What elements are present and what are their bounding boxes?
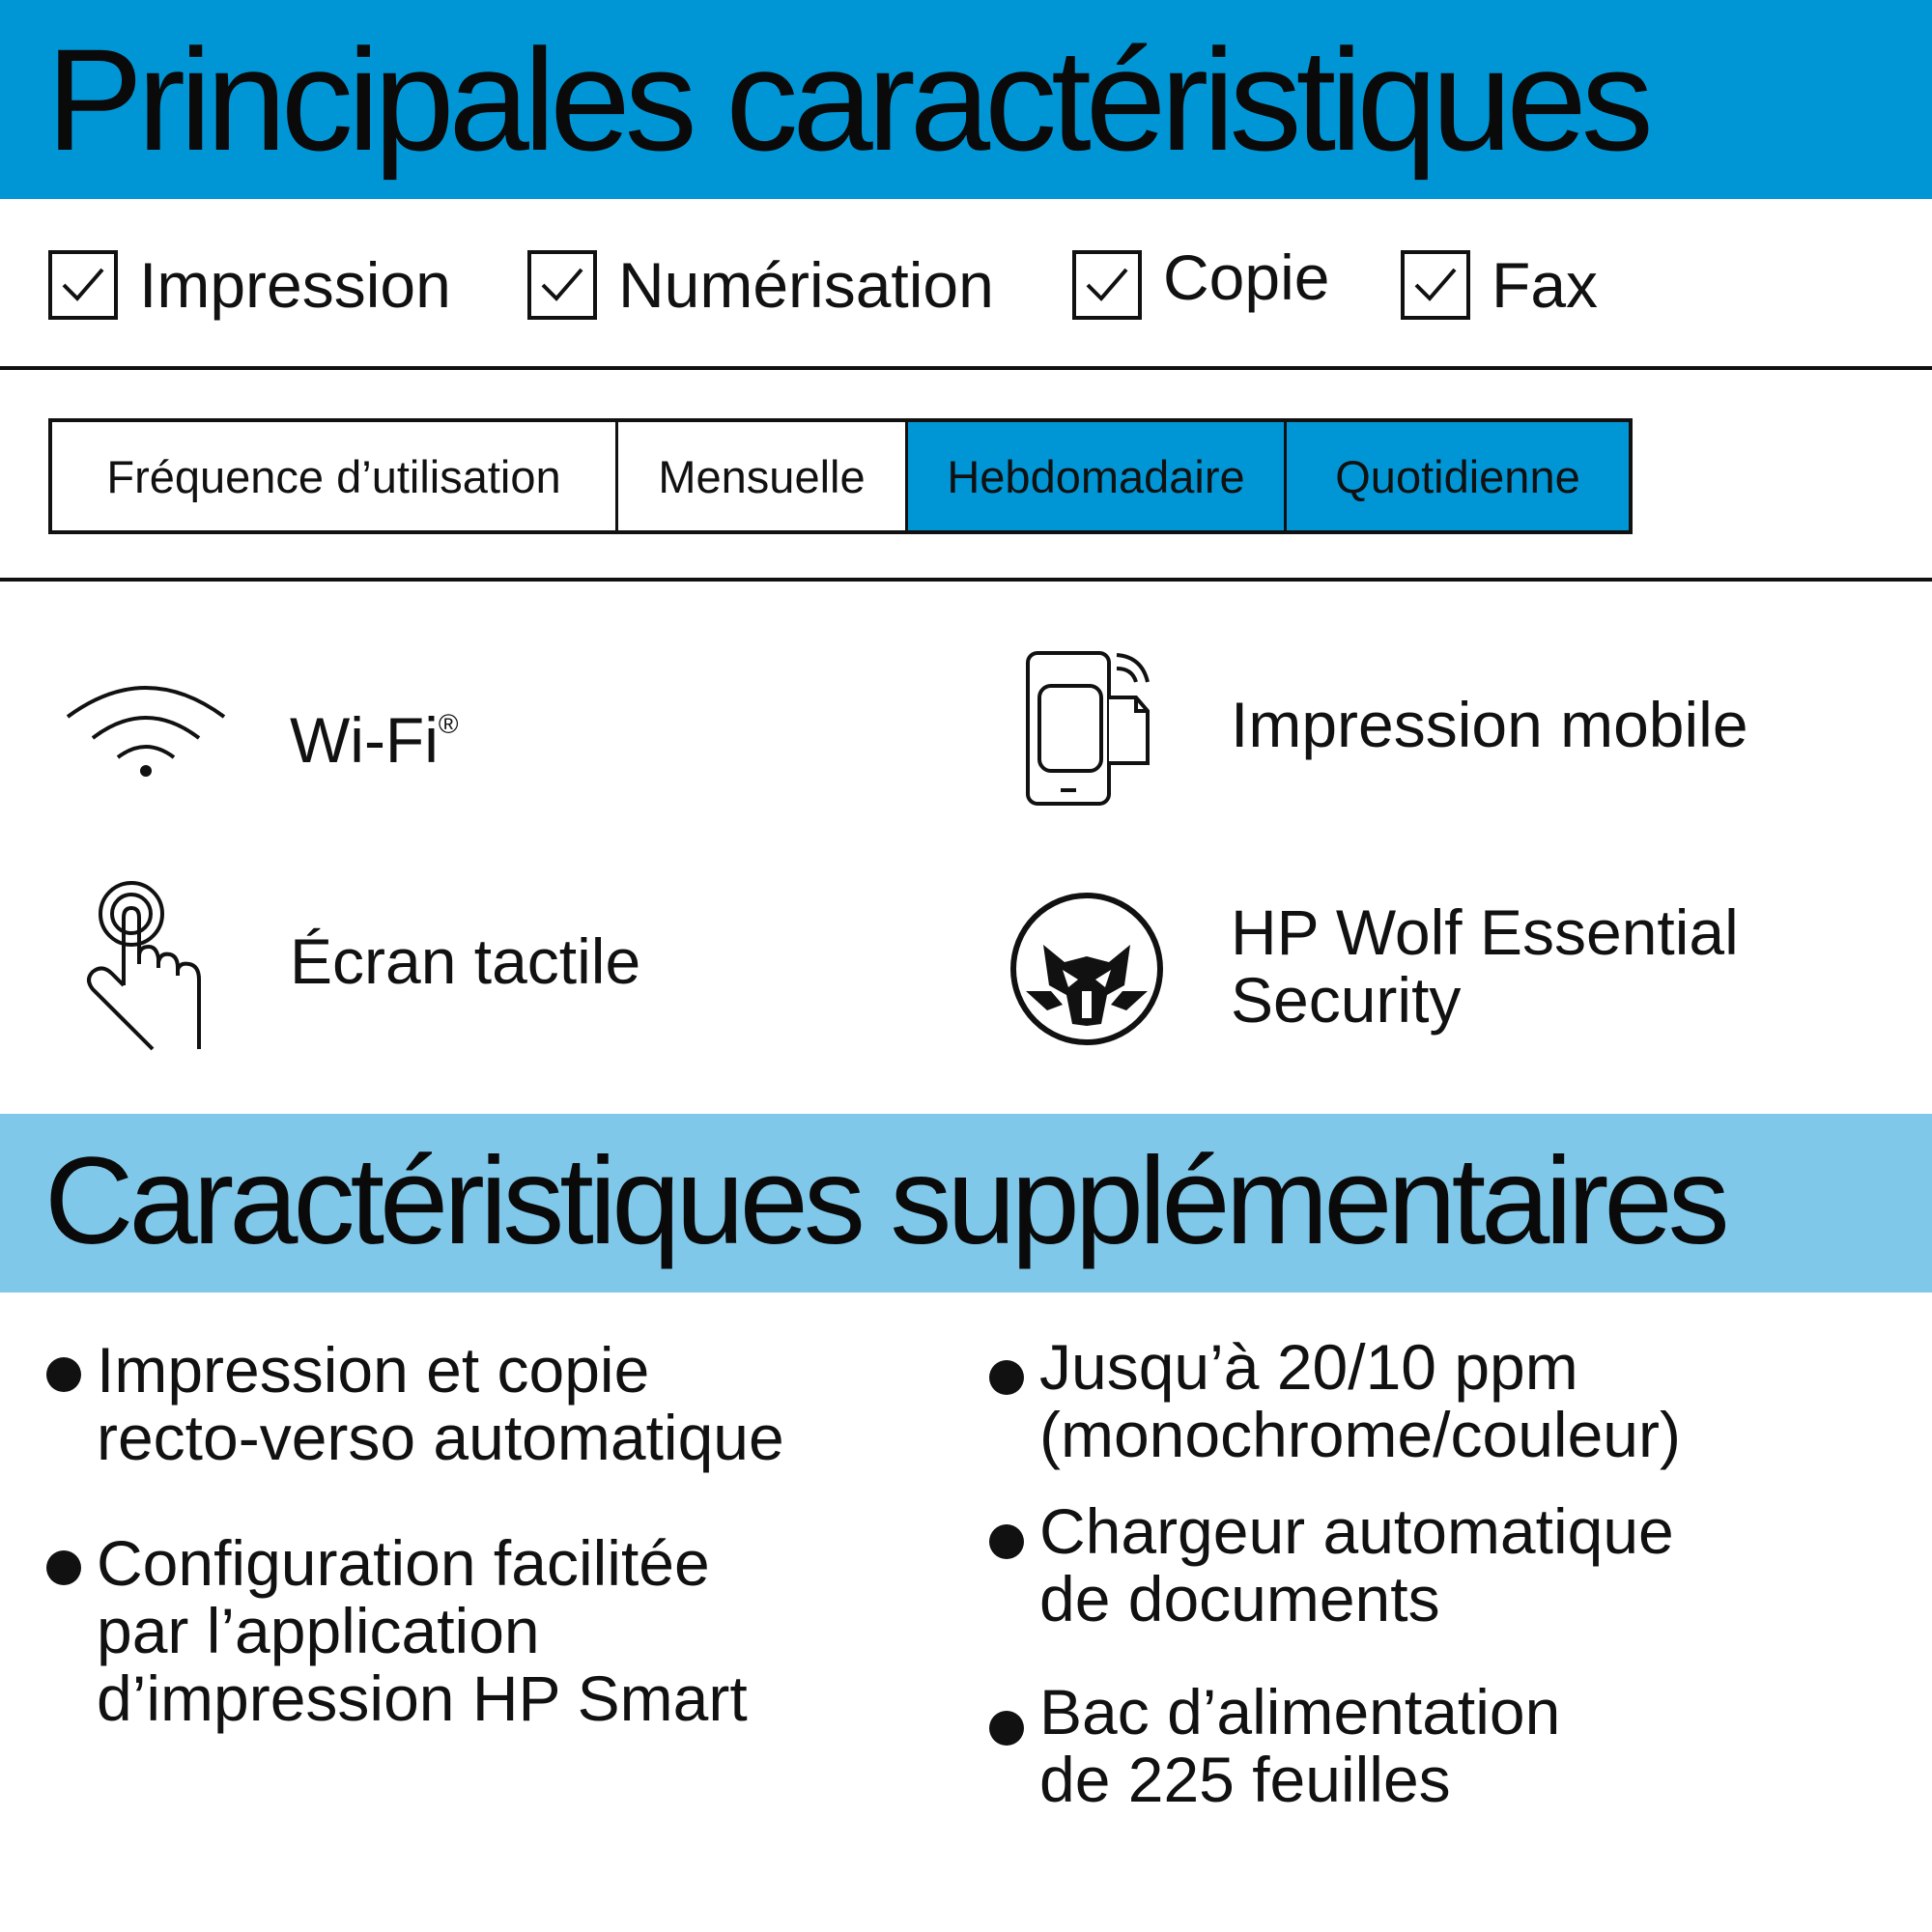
bullet-icon xyxy=(989,1524,1024,1559)
list-item: Impression et copie recto-verso automatique xyxy=(97,1336,784,1471)
checkbox-checked-icon[interactable] xyxy=(1072,250,1142,320)
list-item: Configuration facilitée par l’application d’impression HP Smart xyxy=(97,1529,748,1732)
check-fax[interactable] xyxy=(1401,246,1598,324)
feature-touchscreen xyxy=(0,869,966,1063)
list-item: Bac d’alimentation de 225 feuilles xyxy=(1039,1678,1560,1813)
bullet-icon xyxy=(46,1357,81,1392)
check-label: Copie xyxy=(1163,242,1330,313)
usage-frequency-scale xyxy=(48,418,1633,534)
bullet-icon xyxy=(989,1711,1024,1746)
bullet-icon xyxy=(989,1360,1024,1395)
checkbox-checked-icon[interactable] xyxy=(48,250,118,320)
divider xyxy=(0,578,1932,582)
touch-icon xyxy=(83,879,209,1053)
usage-option-hebdomadaire[interactable]: Hebdomadaire xyxy=(908,422,1287,530)
bullet-icon xyxy=(46,1550,81,1585)
mobile-print-icon xyxy=(1024,649,1155,808)
check-label: Impression xyxy=(139,249,451,321)
feature-wolf-security xyxy=(966,869,1932,1063)
wolf-shield-icon xyxy=(1009,891,1165,1047)
feature-label: Wi-Fi® xyxy=(290,704,459,776)
header-band xyxy=(0,0,1932,199)
section-title: Caractéristiques supplémentaires xyxy=(44,1132,1725,1270)
check-copie[interactable] xyxy=(1072,239,1329,316)
page-title: Principales caractéristiques xyxy=(46,18,1648,181)
checkbox-checked-icon[interactable] xyxy=(1401,250,1470,320)
usage-option-mensuelle[interactable]: Mensuelle xyxy=(618,422,908,530)
registered-mark: ® xyxy=(438,709,459,739)
divider xyxy=(0,366,1932,370)
usage-frequency-label: Fréquence d’utilisation xyxy=(52,422,618,530)
check-label: Numérisation xyxy=(618,249,994,321)
check-numerisation[interactable] xyxy=(527,246,994,324)
extra-features-band xyxy=(0,1114,1932,1293)
feature-label: Écran tactile xyxy=(290,925,641,997)
feature-label: Impression mobile xyxy=(1231,689,1748,760)
check-impression[interactable] xyxy=(48,246,451,324)
check-label: Fax xyxy=(1492,249,1599,321)
function-checklist xyxy=(48,242,1884,324)
feature-wifi xyxy=(0,638,966,811)
wifi-icon xyxy=(64,676,228,777)
feature-label: HP Wolf Essential Security xyxy=(1231,896,1739,1036)
list-item: Chargeur automatique de documents xyxy=(1039,1497,1674,1633)
feature-mobile-print xyxy=(966,638,1932,811)
list-item: Jusqu’à 20/10 ppm (monochrome/couleur) xyxy=(1039,1333,1681,1468)
usage-option-quotidienne[interactable]: Quotidienne xyxy=(1287,422,1629,530)
checkbox-checked-icon[interactable] xyxy=(527,250,597,320)
